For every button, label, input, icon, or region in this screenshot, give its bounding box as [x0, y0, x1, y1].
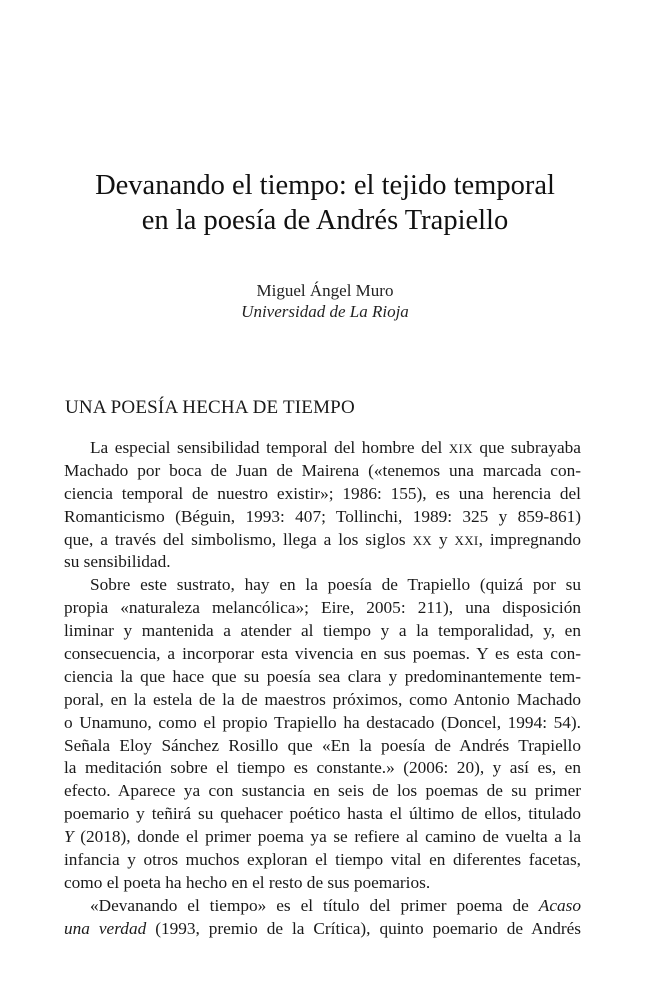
- paragraph-line: infancia y otros muchos exploran el tiempo vital en diferentes facetas,: [64, 850, 581, 870]
- paragraph-line: o Unamuno, como el propio Trapiello ha destacado (Doncel, 1994: 54).: [64, 712, 581, 732]
- title-line: Devanando el tiempo: el tejido temporal: [95, 170, 555, 201]
- small-caps-text: XXI: [454, 532, 479, 548]
- paragraph-line: la meditación sobre el tiempo es constante.» (2006: 20), y así es, en: [64, 758, 581, 778]
- paragraph-line: su sensibilidad.: [64, 552, 171, 572]
- body-text: [64, 437, 581, 941]
- paragraph-line: liminar y mantenida a atender al tiempo y a la temporalidad, y, en: [64, 621, 581, 641]
- paragraph-line: Sobre este sustrato, hay en la poesía de Trapiello (quizá por su: [90, 575, 581, 595]
- paragraph-line: ciencia la que hace que su poesía sea clara y predominantemente tem-: [64, 666, 581, 686]
- italic-title: Y: [64, 827, 74, 847]
- paragraph-line: que, a través del simbolismo, llega a los siglos XX y XXI, impregnando: [64, 529, 582, 549]
- author-affiliation: Universidad de La Rioja: [241, 302, 409, 321]
- paragraph-line: La especial sensibilidad temporal del hombre del XIX que subrayaba: [90, 438, 581, 457]
- article-title: [40, 168, 610, 238]
- paragraph-line: propia «naturaleza melancólica»; Eire, 2005: 211), una disposición: [64, 598, 581, 618]
- author-name: Miguel Ángel Muro: [256, 281, 394, 300]
- paragraph-line: efecto. Aparece ya con sustancia en seis de los poemas de su primer: [64, 781, 581, 801]
- small-caps-text: XIX: [448, 441, 473, 456]
- paragraph-line: como el poeta ha hecho en el resto de sus poemarios.: [64, 872, 431, 892]
- paragraph-line: Machado por boca de Juan de Mairena («tenemos una marcada con-: [64, 460, 581, 480]
- section-heading: UNA POESÍA HECHA DE TIEMPO: [65, 397, 355, 418]
- paragraph-line: Y (2018), donde el primer poema ya se refiere al camino de vuelta a la: [64, 827, 581, 847]
- small-caps-text: XX: [412, 532, 432, 548]
- italic-title: Acaso: [538, 895, 581, 915]
- paragraph-line: poral, en la estela de la de maestros próximos, como Antonio Machado: [64, 689, 581, 709]
- title-line: en la poesía de Andrés Trapiello: [141, 205, 509, 236]
- paragraph-line: Romanticismo (Béguin, 1993: 407; Tollinchi, 1989: 325 y 859-861): [64, 506, 581, 526]
- paragraph-line: poemario y teñirá su quehacer poético hasta el último de ellos, titulado: [64, 804, 581, 824]
- paragraph-line: ciencia temporal de nuestro existir»; 1986: 155), es una herencia del: [64, 483, 581, 503]
- paragraph-line: consecuencia, a incorporar esta vivencia en sus poemas. Y es esta con-: [64, 644, 581, 664]
- paragraph-line: Señala Eloy Sánchez Rosillo que «En la poesía de Andrés Trapiello: [64, 735, 581, 755]
- paragraph-line: una verdad (1993, premio de la Crítica), quinto poemario de Andrés: [64, 918, 582, 938]
- paragraph-line: «Devanando el tiempo» es el título del primer poema de Acaso: [90, 895, 581, 915]
- italic-title: una verdad: [64, 918, 147, 938]
